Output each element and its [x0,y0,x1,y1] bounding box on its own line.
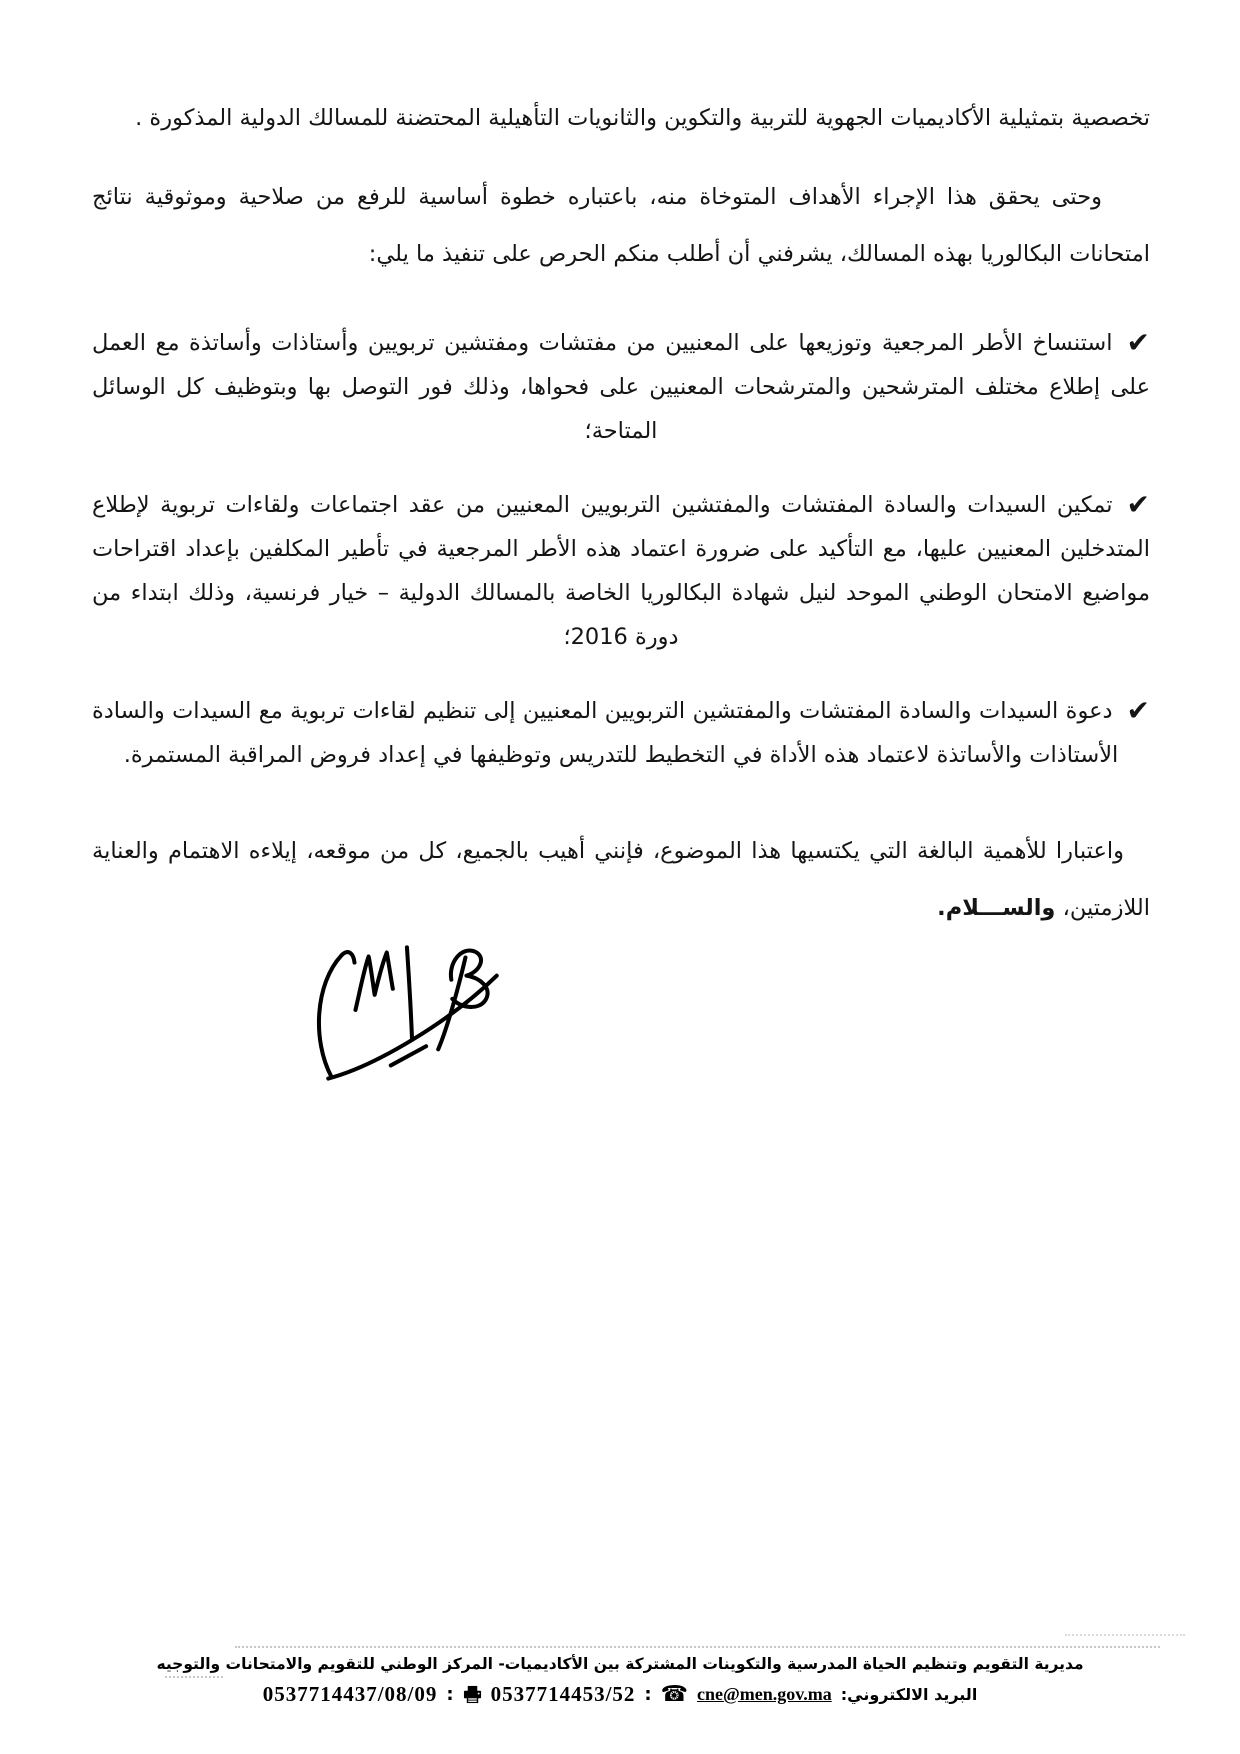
paragraph-intro: وحتى يحقق هذا الإجراء الأهداف المتوخاة منه، باعتباره خطوة أساسية للرفع من صلاحية وموثوقية نتائج امتحانات البكالوريا بهذه المسالك، يشرفني أن أطلب منكم الحرص على تنفيذ ما يلي: [92,184,1150,267]
email-label: البريد الالكتروني: [840,1685,978,1704]
bullet-text: دعوة السيدات والسادة المفتشات والمفتشين التربويين المعنيين إلى تنظيم لقاءات تربوية مع السيدات والسادة الأستاذات والأساتذة لاعتماد هذه الأداة في التخطيط للتدريس وتوظيفها في إعداد فروض المراقبة المستمرة. [92,698,1119,768]
email-link[interactable]: cne@men.gov.ma [697,1684,832,1704]
paragraph-continuation: تخصصية بتمثيلية الأكاديميات الجهوية للتربية والتكوين والثانويات التأهيلية المحتضنة للمسالك الدولية المذكورة . [135,105,1150,131]
bullet-text: استنساخ الأطر المرجعية وتوزيعها على المعنيين من مفتشات ومفتشين تربويين وأستاذات وأساتذة مع العمل على إطلاع مختلف المترشحين والمترشحات المعنيين على فحواها، وذلك فور التوصل بها وبتوظيف كل الوسائل المتاحة؛ [92,330,1150,444]
closing-text: واعتبارا للأهمية البالغة التي يكتسيها هذا الموضوع، فإنني أهيب بالجميع، كل من موقعه، إيلاءه الاهتمام والعناية اللازمتين، [92,838,1150,921]
separator-colon: : [644,1684,652,1705]
checkmark-icon: ✔ [1126,488,1150,521]
separator-colon: : [446,1684,454,1705]
letterhead-footer [0,1652,1240,1707]
closing-salutation: والســـلام. [937,895,1056,921]
list-item [92,481,1150,659]
directive-list [92,319,1150,777]
closing-paragraph [92,823,1150,937]
list-item [92,687,1150,777]
list-item [92,319,1150,453]
footer-contact-line [0,1682,1240,1707]
scan-artifact-dots [235,1646,1160,1648]
bullet-text: تمكين السيدات والسادة المفتشات والمفتشين التربويين المعنيين من عقد اجتماعات ولقاءات تربوية لإطلاع المتدخلين المعنيين عليها، مع التأكيد على ضرورة اعتماد هذه الأطر المرجعية في تأطير المكلفين بإعداد اقتراحات مواضيع الامتحان الوطني الموحد لنيل شهادة البكالوريا الخاصة بالمسالك الدولية – خيار فرنسية، وذلك ابتداء من دورة 2016؛ [92,492,1150,650]
checkmark-icon: ✔ [1126,694,1150,727]
handwritten-signature [298,935,530,1097]
phone-number: 0537714453/52 [490,1682,636,1706]
fax-number: 0537714437/08/09 [262,1682,438,1706]
fax-icon [463,1685,482,1704]
footer-organization-line: مديرية التقويم وتنظيم الحياة المدرسية والتكوينات المشتركة بين الأكاديميات- المركز الوطني للتقويم والامتحانات والتوجيه [156,1655,1084,1673]
letter-body [92,90,1150,960]
phone-icon: ☎ [660,1681,689,1707]
scan-artifact-dots [1065,1634,1185,1636]
checkmark-icon: ✔ [1126,326,1150,359]
